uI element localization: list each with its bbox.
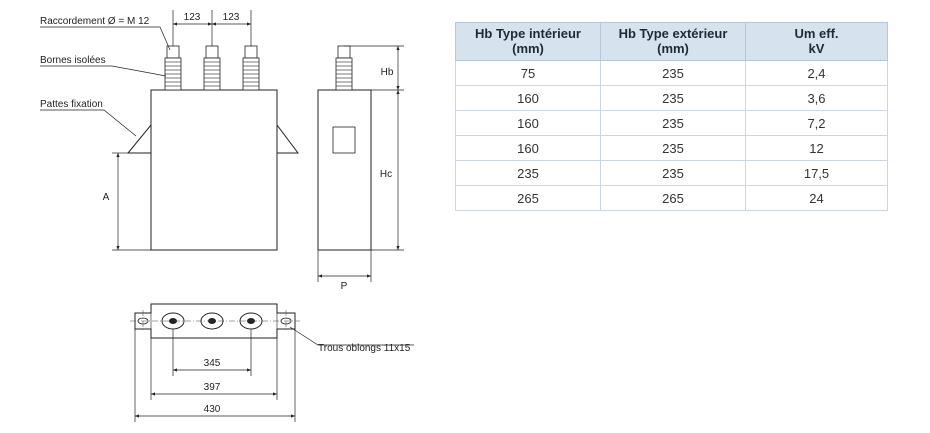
bushing-3: [243, 46, 259, 90]
table-cell: 160: [456, 86, 601, 111]
dim-a: A: [102, 192, 110, 203]
dim-hb: Hb: [380, 67, 394, 78]
front-view: [128, 90, 298, 250]
table-cell: 2,4: [746, 61, 888, 86]
spec-table: [455, 22, 888, 211]
table-cell: 17,5: [746, 161, 888, 186]
header-text: Um eff.: [794, 26, 839, 41]
dim-hc: Hc: [379, 169, 393, 180]
dim-pitch-1: 123: [183, 12, 201, 23]
label-trous: Trous oblongs 11x15: [318, 343, 411, 354]
dim-345: 345: [203, 358, 221, 369]
table-header-row: [456, 23, 888, 61]
dim-pitch-2: 123: [222, 12, 240, 23]
bushing-1: [165, 46, 181, 90]
table-cell: 235: [601, 111, 746, 136]
header-hb-interieur: [456, 23, 601, 61]
side-view: [318, 90, 371, 250]
table-cell: 235: [601, 136, 746, 161]
table-row: [456, 136, 888, 161]
dim-p: P: [340, 281, 348, 292]
table-cell: 3,6: [746, 86, 888, 111]
header-um-eff: [746, 23, 888, 61]
table-row: [456, 111, 888, 136]
table-row: [456, 161, 888, 186]
header-unit: (mm): [512, 41, 544, 56]
table-cell: 235: [601, 161, 746, 186]
table-cell: 160: [456, 136, 601, 161]
header-hb-exterieur: [601, 23, 746, 61]
table-row: [456, 186, 888, 211]
table-cell: 235: [601, 86, 746, 111]
table-row: [456, 86, 888, 111]
table-cell: 160: [456, 111, 601, 136]
bushing-2: [204, 46, 220, 90]
bushing-side: [336, 46, 352, 90]
dim-397: 397: [203, 382, 221, 393]
table-cell: 7,2: [746, 111, 888, 136]
header-unit: kV: [808, 41, 825, 56]
table-cell: 265: [601, 186, 746, 211]
header-text: Hb Type extérieur: [618, 26, 728, 41]
table-cell: 265: [456, 186, 601, 211]
table-row: [456, 61, 888, 86]
header-unit: (mm): [657, 41, 689, 56]
table-cell: 12: [746, 136, 888, 161]
label-raccordement: Raccordement Ø = M 12: [40, 16, 150, 27]
table-cell: 75: [456, 61, 601, 86]
label-bornes: Bornes isolées: [40, 55, 106, 66]
dim-430: 430: [203, 404, 221, 415]
table-cell: 235: [456, 161, 601, 186]
capacitor-body-front: [151, 90, 277, 250]
capacitor-body-side: [318, 90, 371, 250]
header-text: Hb Type intérieur: [475, 26, 581, 41]
mounting-lug-left: [128, 125, 151, 153]
technical-drawing: [0, 0, 440, 433]
table-cell: 24: [746, 186, 888, 211]
table-cell: 235: [601, 61, 746, 86]
label-pattes: Pattes fixation: [40, 99, 103, 110]
mounting-lug-right: [277, 125, 298, 153]
